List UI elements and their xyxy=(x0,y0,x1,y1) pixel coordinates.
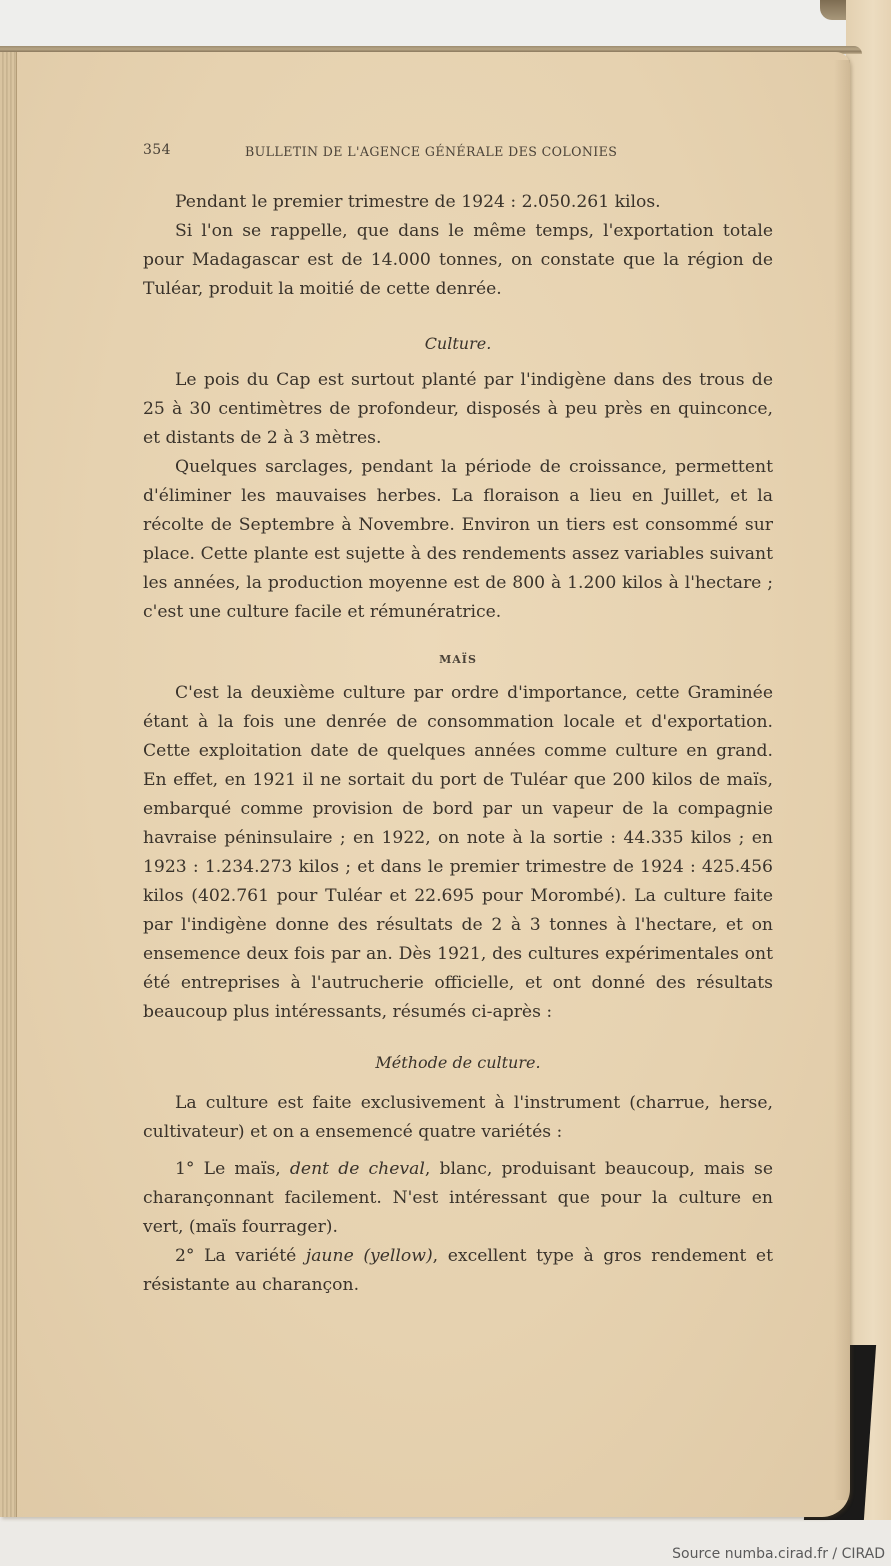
page-content xyxy=(143,140,773,1300)
section-heading-methode: Méthode de culture. xyxy=(375,1053,541,1072)
facing-page-edge xyxy=(846,0,891,1520)
section-heading-culture: Culture. xyxy=(424,334,492,353)
item-text: Le maïs, xyxy=(194,1159,290,1179)
item-italic-term: dent de cheval xyxy=(289,1159,425,1179)
gutter-shadow xyxy=(834,60,850,1500)
paragraph: Quelques sarclages, pendant la période de croissance, permettent d'éliminer les mauvaises herbes. La floraison a lieu en Juillet, et la récolte de Septembre à Novembre. Environ un tiers est consommé sur place. Cette plante est sujette à des rendements assez variables suivant les années, la production moyenne est de 800 à 1.200 kilos à l'hectare ; c'est une culture facile et rémunératrice. xyxy=(143,457,773,622)
item-number: 1° xyxy=(175,1159,195,1179)
paragraph: Si l'on se rappelle, que dans le même temps, l'exportation totale pour Madagascar est de 14.000 tonnes, on constate que la région de Tuléar, produit la moitié de cette denrée. xyxy=(143,221,773,299)
section-heading-mais: MAÏS xyxy=(439,653,477,666)
item-italic-term: jaune (yellow) xyxy=(305,1246,433,1266)
source-credit: Source numba.cirad.fr / CIRAD xyxy=(672,1546,885,1562)
paragraph: C'est la deuxième culture par ordre d'importance, cette Graminée étant à la fois une denrée de consommation locale et d'exportation. Cette exploitation date de quelques années comme culture en grand. En effet, en 1921 il ne sortait du port de Tuléar que 200 kilos de maïs, embarqué comme provision de bord par un vapeur de la compagnie havraise péninsulaire ; en 1922, on note à la sortie : 44.335 kilos ; en 1923 : 1.234.273 kilos ; et dans le premier trimestre de 1924 : 425.456 kilos (402.761 pour Tuléar et 22.695 pour Morombé). La culture faite par l'indigène donne des résultats de 2 à 3 tonnes à l'hectare, et on ensemence deux fois par an. Dès 1921, des cultures expérimentales ont été entreprises à l'autrucherie officielle, et ont donné des résultats beaucoup plus intéressants, résumés ci-après : xyxy=(143,683,773,1022)
page-left-edges xyxy=(0,52,17,1517)
paragraph: Pendant le premier trimestre de 1924 : 2.050.261 kilos. xyxy=(175,192,661,212)
item-number: 2° xyxy=(175,1246,195,1266)
list-item xyxy=(143,1155,773,1242)
paragraph: La culture est faite exclusivement à l'instrument (charrue, herse, cultivateur) et on a ensemencé quatre variétés : xyxy=(143,1093,773,1142)
item-text: , excellent type à gros rendement et résistante au charançon. xyxy=(143,1246,773,1295)
item-text: , blanc, produisant beaucoup, mais se charançonnant facilement. N'est intéressant que pour la culture en vert, (maïs fourrager). xyxy=(143,1159,773,1237)
running-title: BULLETIN DE L'AGENCE GÉNÉRALE DES COLONIES xyxy=(245,144,618,159)
running-head xyxy=(143,140,773,164)
item-text: La variété xyxy=(194,1246,306,1266)
paragraph: Le pois du Cap est surtout planté par l'indigène dans des trous de 25 à 30 centimètres de profondeur, disposés à peu près en quinconce, et distants de 2 à 3 mètres. xyxy=(143,370,773,448)
page-number: 354 xyxy=(143,142,171,158)
list-item xyxy=(143,1242,773,1300)
scan-backdrop xyxy=(0,0,891,50)
